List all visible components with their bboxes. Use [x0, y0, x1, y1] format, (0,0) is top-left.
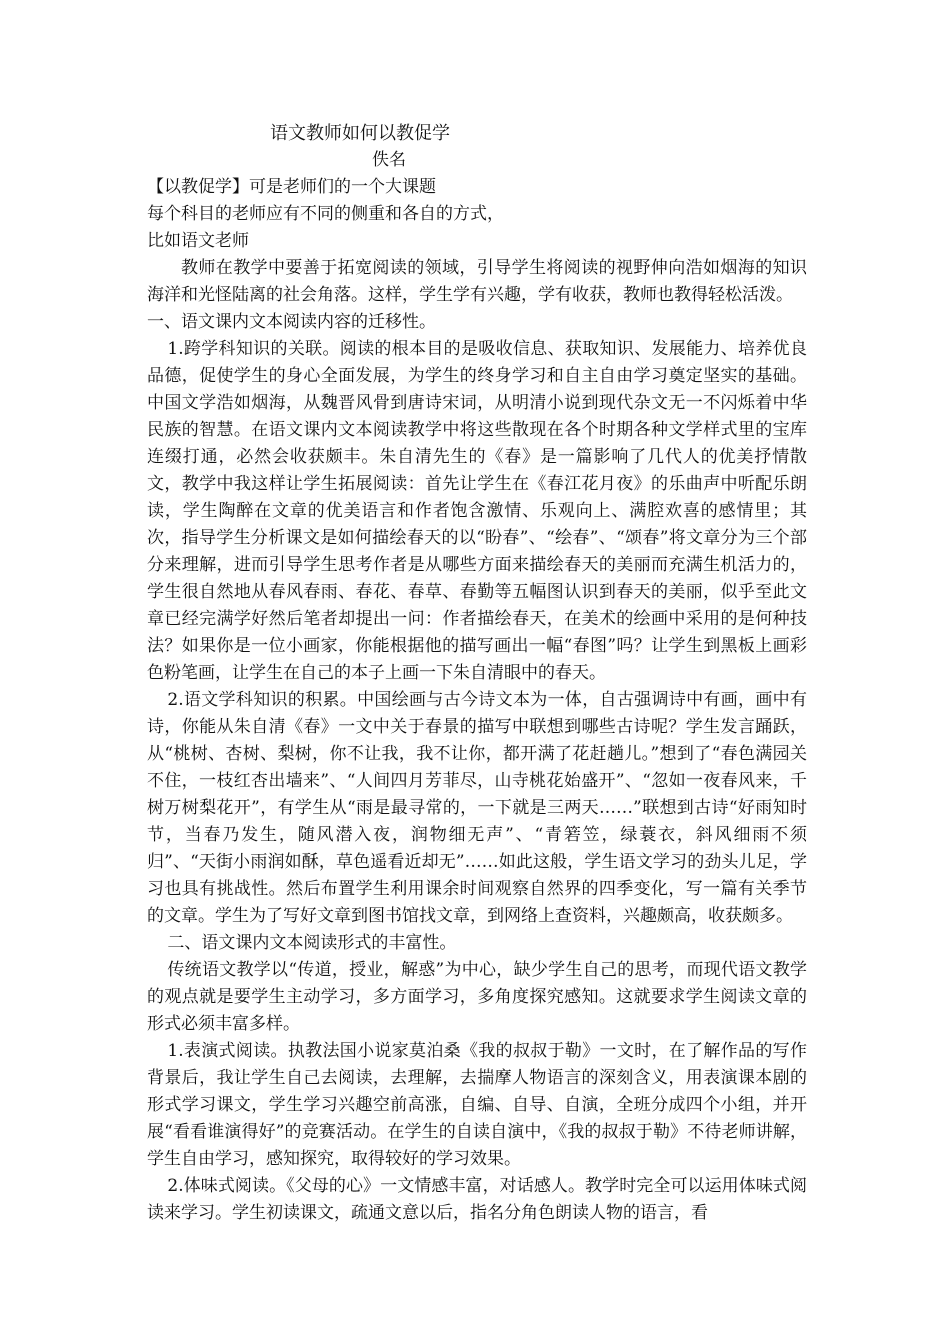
paragraph: 2.体味式阅读。《父母的心》一文情感丰富，对话感人。教学时完全可以运用体味式阅读来学习。学生初读课文，疏通文意以后，指名分角色朗读人物的语言，看 — [147, 1176, 807, 1223]
intro-line: 每个科目的老师应有不同的侧重和各自的方式， — [147, 204, 504, 224]
paragraph: 传统语文教学以“传道，授业，解惑”为中心，缺少学生自己的思考，而现代语文教学的观点就是要学生主动学习，多方面学习，多角度探究感知。这就要求学生阅读文章的形式必须丰富多样。 — [147, 960, 807, 1034]
section-heading: 二、语文课内文本阅读形式的丰富性。 — [167, 933, 457, 953]
section-heading: 一、语文课内文本阅读内容的迁移性。 — [147, 312, 436, 332]
paragraph: 2.语文学科知识的积累。中国绘画与古今诗文本为一体，自古强调诗中有画，画中有诗，你能从朱自清《春》一文中关于春景的描写中联想到哪些古诗呢？学生发言踊跃，从“桃树、杏树、梨树，你不让我，我不让你，都开满了花赶趟儿。”想到了“春色满园关不住，一枝红杏出墙来”、“人间四月芳菲尽，山寺桃花始盛开”、“忽如一夜春风来，千树万树梨花开”，有学生从“雨是最寻常的，一下就是三两天……”联想到古诗“好雨知时节，当春乃发生，随风潜入夜，润物细无声”、“青箬笠，绿蓑衣，斜风细雨不须归”、“天街小雨润如酥，草色遥看近却无”……如此这般，学生语文学习的劲头儿足，学习也具有挑战性。然后布置学生利用课余时间观察自然界的四季变化，写一篇有关季节的文章。学生为了写好文章到图书馆找文章，到网络上查资料，兴趣颇高，收获颇多。 — [147, 690, 807, 926]
intro-line: 【以教促学】可是老师们的一个大课题 — [147, 177, 436, 197]
document-author: 佚名 — [372, 150, 406, 170]
paragraph: 1.跨学科知识的关联。阅读的根本目的是吸收信息、获取知识、发展能力、培养优良品德，促使学生的身心全面发展，为学生的终身学习和自主自由学习奠定坚实的基础。中国文学浩如烟海，从魏晋风骨到唐诗宋词，从明清小说到现代杂文无一不闪烁着中华民族的智慧。在语文课内文本阅读教学中将这些散现在各个时期各种文学样式里的宝库连缀打通，必然会收获颇丰。朱自清先生的《春》是一篇影响了几代人的优美抒情散文，教学中我这样让学生拓展阅读：首先让学生在《春江花月夜》的乐曲声中听配乐朗读，学生陶醉在文章的优美语言和作者饱含激情、乐观向上、满腔欢喜的感情里；其次，指导学生分析课文是如何描绘春天的以“盼春”、“绘春”、“颂春”将文章分为三个部分来理解，进而引导学生思考作者是从哪些方面来描绘春天的美丽而充满生机活力的，学生很自然地从春风春雨、春花、春草、春勤等五幅图认识到春天的美丽，似乎至此文章已经完满学好然后笔者却提出一问：作者描绘春天，在美术的绘画中采用的是何种技法？如果你是一位小画家，你能根据他的描写画出一幅“春图”吗？让学生到黑板上画彩色粉笔画，让学生在自己的本子上画一下朱自清眼中的春天。 — [147, 339, 807, 683]
paragraph: 1.表演式阅读。执教法国小说家莫泊桑《我的叔叔于勒》一文时，在了解作品的写作背景后，我让学生自己去阅读，去理解，去揣摩人物语言的深刻含义，用表演课本剧的形式学习课文，学生学习兴趣空前高涨，自编、自导、自演，全班分成四个小组，并开展“看看谁演得好”的竞赛活动。在学生的自读自演中，《我的叔叔于勒》不待老师讲解，学生自由学习，感知探究，取得较好的学习效果。 — [147, 1041, 807, 1169]
document-body — [147, 120, 807, 1227]
intro-line: 比如语文老师 — [147, 231, 249, 251]
document-title: 语文教师如何以教促学 — [270, 123, 450, 144]
paragraph: 教师在教学中要善于拓宽阅读的领域，引导学生将阅读的视野伸向浩如烟海的知识海洋和光怪陆离的社会角落。这样，学生学有兴趣，学有收获，教师也教得轻松活泼。 — [147, 258, 807, 305]
